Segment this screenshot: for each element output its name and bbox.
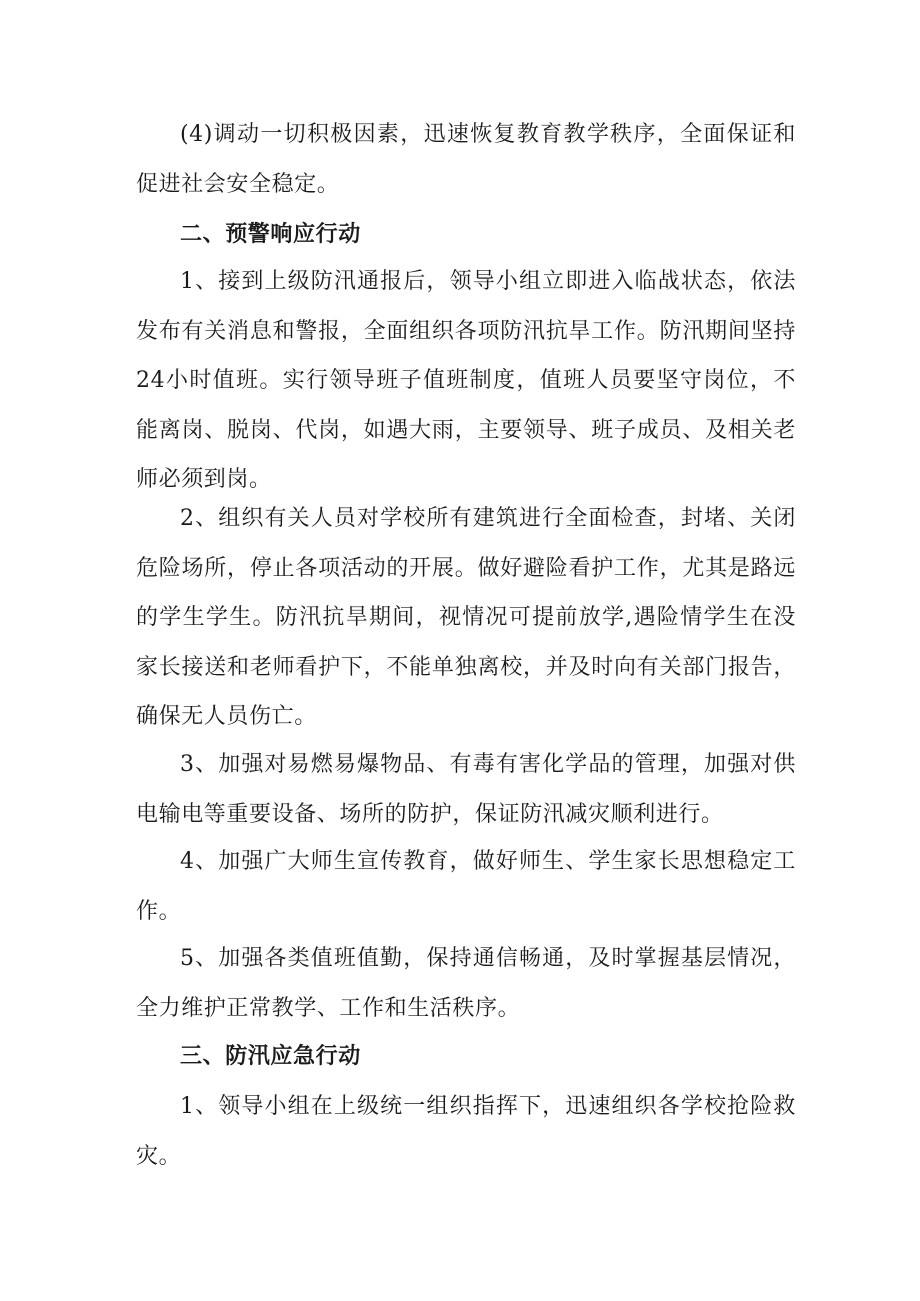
paragraph-warning-2: 2、组织有关人员对学校所有建筑进行全面检查，封堵、关闭危险场所，停止各项活动的开展。做好避险看护工作，尤其是路远的学生学生。防汛抗旱期间，视情况可提前放学,遇险情学生在没家长接送和老师看护下，不能单独离校，并及时向有关部门报告，确保无人员伤亡。 xyxy=(136,506,796,729)
paragraph-item-4: (4)调动一切积极因素，迅速恢复教育教学秩序，全面保证和促进社会安全稳定。 xyxy=(136,122,796,197)
section-heading-flood-emergency: 三、防汛应急行动 xyxy=(180,1044,361,1069)
paragraph-warning-4: 4、加强广大师生宣传教育，做好师生、学生家长思想稳定工作。 xyxy=(136,849,796,924)
section-heading-warning-response: 二、预警响应行动 xyxy=(180,222,361,247)
paragraph-emergency-1: 1、领导小组在上级统一组织指挥下，迅速组织各学校抢险救灾。 xyxy=(136,1094,796,1169)
paragraph-warning-5: 5、加强各类值班值勤，保持通信畅通，及时掌握基层情况，全力维护正常教学、工作和生活秩序。 xyxy=(136,946,796,1021)
paragraph-warning-3: 3、加强对易燃易爆物品、有毒有害化学品的管理，加强对供电输电等重要设备、场所的防护，保证防汛减灾顺利进行。 xyxy=(136,752,796,827)
paragraph-warning-1: 1、接到上级防汛通报后，领导小组立即进入临战状态，依法发布有关消息和警报，全面组织各项防汛抗旱工作。防汛期间坚持24小时值班。实行领导班子值班制度，值班人员要坚守岗位，不能离岗、脱岗、代岗，如遇大雨，主要领导、班子成员、及相关老师必须到岗。 xyxy=(136,269,796,492)
